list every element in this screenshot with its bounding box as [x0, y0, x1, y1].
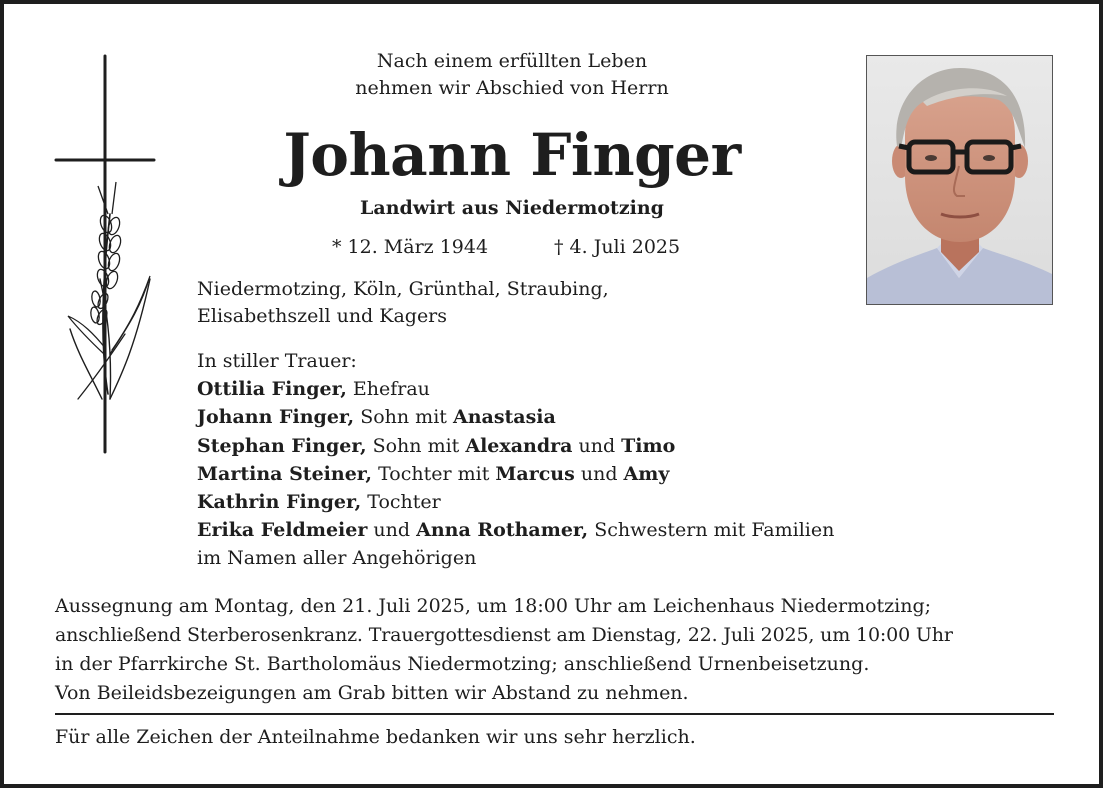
mourners-list	[197, 347, 834, 573]
mourner-line	[197, 460, 834, 488]
mourner-name: Anna Rothamer,	[416, 519, 589, 542]
portrait-photo	[866, 55, 1053, 305]
mourner-relation: Ehefrau	[346, 378, 430, 401]
mourner-line	[197, 516, 834, 544]
mourner-name: Erika Feldmeier	[197, 519, 368, 542]
mourner-name: Johann Finger,	[197, 406, 355, 429]
mourner-partner-name: Alexandra	[465, 434, 573, 457]
mourner-line	[197, 432, 834, 460]
places-line-2: Elisabethszell und Kagers	[197, 305, 448, 327]
intro-line-2: nehmen wir Abschied von Herrn	[355, 77, 669, 99]
places-list	[197, 276, 609, 330]
divider	[55, 713, 1054, 715]
info-line-4: Von Beileidsbezeigungen am Grab bitten wir Abstand zu nehmen.	[55, 682, 689, 704]
mourner-partner-name: Anastasia	[452, 406, 556, 429]
deceased-occupation: Landwirt aus Niedermotzing	[360, 197, 664, 219]
mourners-heading: In stiller Trauer:	[197, 350, 357, 372]
mourner-relation: Sohn mit	[354, 406, 453, 429]
mourner-relation: Tochter mit	[372, 462, 496, 485]
death-date: † 4. Juli 2025	[554, 236, 681, 258]
mourner-child-name: Timo	[621, 434, 676, 457]
mourner-conjunction: und	[574, 462, 624, 485]
mourner-child-name: Amy	[623, 462, 670, 485]
thanks-text: Für alle Zeichen der Anteilnahme bedanken wir uns sehr herzlich.	[55, 726, 696, 748]
intro-text	[262, 48, 762, 102]
deceased-name: Johann Finger	[283, 121, 741, 189]
mourner-conjunction: und	[367, 519, 417, 542]
mourner-relation: Tochter	[361, 491, 441, 514]
cross-with-wheat-icon	[50, 54, 160, 456]
info-line-1: Aussegnung am Montag, den 21. Juli 2025, um 18:00 Uhr am Leichenhaus Niedermotzing;	[55, 595, 932, 617]
mourner-relation: Sohn mit	[366, 434, 466, 457]
mourner-conjunction: und	[572, 434, 622, 457]
mourner-name: Martina Steiner,	[197, 462, 373, 485]
mourner-name: Kathrin Finger,	[197, 491, 362, 514]
mourners-closing: im Namen aller Angehörigen	[197, 547, 477, 570]
mourner-name: Stephan Finger,	[197, 434, 367, 457]
intro-line-1: Nach einem erfüllten Leben	[376, 50, 648, 72]
service-info	[55, 592, 1065, 708]
info-line-3: in der Pfarrkirche St. Bartholomäus Niedermotzing; anschließend Urnenbeisetzung.	[55, 653, 870, 675]
mourner-name: Ottilia Finger,	[197, 378, 347, 401]
birth-date: * 12. März 1944	[332, 236, 489, 258]
info-line-2: anschließend Sterberosenkranz. Trauergottesdienst am Dienstag, 22. Juli 2025, um 10:00 Uhr	[55, 624, 953, 646]
mourner-line	[197, 403, 834, 431]
places-line-1: Niedermotzing, Köln, Grünthal, Straubing,	[197, 278, 609, 300]
mourner-relation: Schwestern mit Familien	[588, 519, 835, 542]
mourner-partner-name: Marcus	[495, 462, 575, 485]
mourner-line	[197, 488, 834, 516]
mourner-line	[197, 375, 834, 403]
